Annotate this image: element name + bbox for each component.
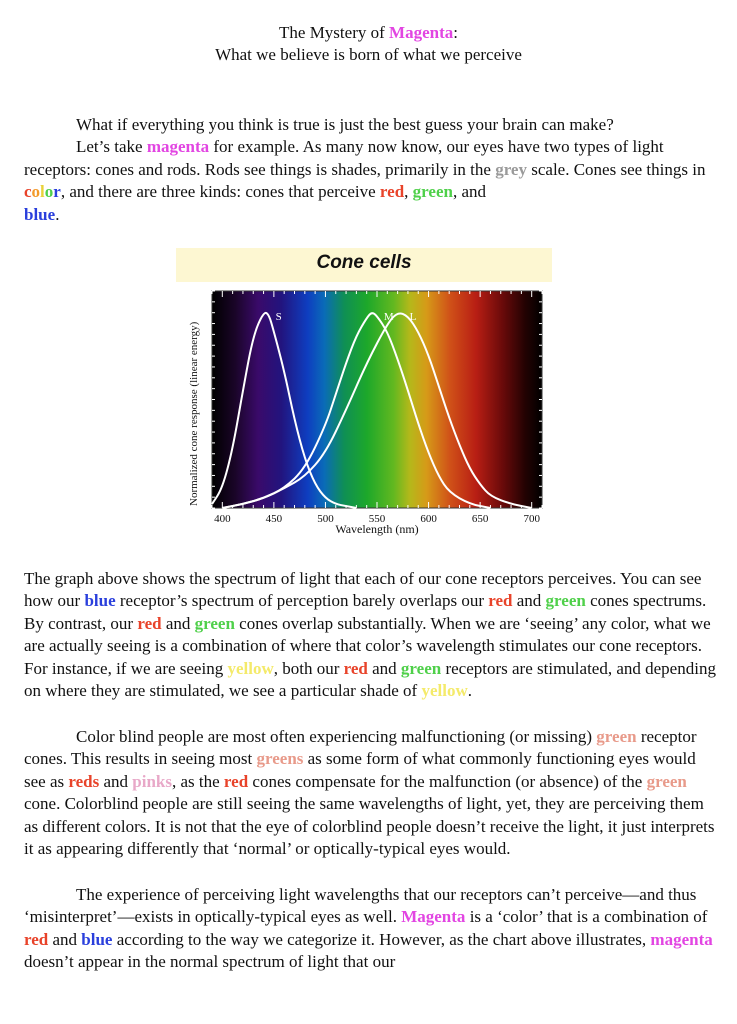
text-run: is a ‘color’ that is a combination of [465,907,708,927]
text-run: cones overlap substantially. When we are ‘seeing’ any color, what we are actually seeing is a combination of where that color’s wavelength stimulates our cone receptors. For instance, if we are seeing [24,613,711,678]
text-run: cones spectrums. By contrast, our [24,591,707,633]
word-red: red [24,929,49,949]
paragraph-magenta [24,884,716,974]
paragraph-intro: What if everything you think is true is just the best guess your brain can make? Let’s take magenta for example. As many now know, our eyes have two types of light receptors: cones and rods. Rods see things is shades, primarily in the grey scale. Cones see things in color, and there are three kinds: cones that perceive red, green, and blue. [24,115,706,224]
word-green-muted: green [646,771,687,791]
text-run: receptor cones. This results in seeing most [24,727,697,769]
figure-title: Cone cells [316,252,412,273]
word-red: red [343,658,368,678]
text-run: doesn’t appear in the normal spectrum of light that our [24,952,396,972]
word-green-muted: green [596,727,637,746]
title-line-1 [0,22,737,44]
word-red: red [379,182,405,202]
series-label-L: L [409,311,417,323]
word-magenta: magenta [146,137,210,157]
series-label-S: S [275,311,282,323]
title-magenta-word: Magenta [389,23,454,42]
x-tick-label: 500 [317,513,334,525]
word-grey: grey [495,159,527,179]
word-green: green [400,658,442,678]
text-run: cone. Colorblind people are still seeing the same wavelengths of light, yet, they are perceiving them as different colors. It is not that the eye of colorblind people doesn’t receive the light, it just interprets it as appearing differently that ‘normal’ or optically-typical eyes would. [24,794,715,859]
text-run: scale. Cones see things in [526,159,706,179]
word-greens-muted: greens [256,749,304,769]
intro-question: What if everything you think is true is just the best guess your brain can make? [76,115,614,134]
title-colon: : [453,23,458,42]
word-magenta: magenta [650,929,713,949]
text-run: , and there are three kinds: cones that perceive [60,182,380,202]
text-run: , as the [171,771,224,791]
word-red: red [137,613,162,633]
x-tick-label: 400 [214,513,231,525]
text-run: and [48,929,82,949]
word-blue: blue [84,591,116,611]
x-tick-label: 450 [265,513,283,525]
spectrum-background [212,291,542,508]
text-run: , both our [273,658,344,678]
cone-cells-figure [176,248,552,542]
word-red: red [488,591,513,611]
y-axis-label: Normalized cone response (linear energy) [188,321,200,506]
paragraph-graph-explanation [24,568,716,702]
cone-response-chart [176,248,552,542]
text-run: and [99,771,133,791]
x-tick-label: 600 [420,513,437,525]
text-run: receptors are stimulated, and depending on where they are stimulated, we see a particular shade of [24,658,716,701]
text-run: Let’s take [76,137,147,157]
title-line-2: What we believe is born of what we perceive [215,45,522,64]
word-red: red [223,771,249,791]
word-green: green [545,591,586,611]
text-run: as some form of what commonly functioning eyes would see as [24,749,696,791]
text-run: Color blind people are most often experiencing malfunctioning (or missing) [76,727,597,746]
text-run: and [512,591,546,611]
text-run: for example. As many now know, our eyes have two types of light receptors: cones and rods. Rods see things is shades, primarily in the [24,137,664,179]
word-blue: blue [81,929,113,949]
text-run: The experience of perceiving light wavelengths that our receptors can’t perceive—and thus ‘misinterpret’—exists in optically-typical eyes as well. [24,885,697,927]
word-blue: blue [24,204,56,224]
word-green: green [412,182,453,202]
word-pinks: pinks [132,771,172,791]
text-run: and [161,613,195,633]
word-yellow: yellow [421,681,468,701]
text-run: according to the way we categorize it. However, as the chart above illustrates, [112,929,651,949]
document-title [0,22,737,66]
title-text: The Mystery of [279,23,390,42]
x-tick-label: 650 [471,513,489,525]
text-run: cones compensate for the malfunction (or absence) of the [248,771,647,791]
text-run: and [367,658,401,678]
paragraph-colorblind [24,726,716,860]
word-color-rainbow: color [24,182,61,202]
word-yellow: yellow [227,658,274,678]
x-tick-label: 700 [523,513,540,525]
text-run: . [467,681,472,701]
x-axis-label: Wavelength (nm) [335,522,419,536]
word-reds: reds [68,771,100,791]
x-tick-label: 550 [368,513,386,525]
word-magenta: Magenta [401,907,466,927]
word-green: green [194,613,235,633]
series-label-M: M [383,311,394,323]
text-run: receptor’s spectrum of perception barely overlaps our [115,591,489,611]
text-run: The graph above shows the spectrum of light that each of our cone receptors perceives. You can see how our [24,569,702,611]
